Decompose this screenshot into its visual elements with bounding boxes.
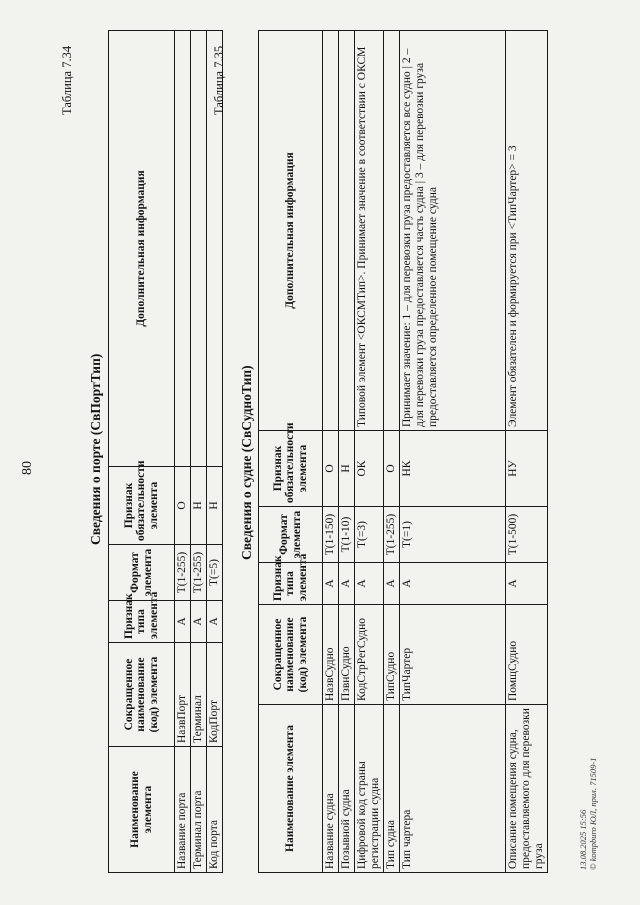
cell-name: Название судна	[323, 705, 339, 873]
cell-format: T(1-500)	[506, 507, 548, 563]
table-row	[339, 31, 355, 873]
table-row	[175, 31, 191, 873]
cell-code: ТипЧартер	[400, 605, 506, 705]
cell-code: Терминал	[191, 643, 207, 747]
cell-format: T(1-150)	[323, 507, 339, 563]
cell-name: Код порта	[207, 747, 223, 873]
table-title-port: Сведения о порте (СвПортТип)	[88, 353, 103, 545]
cell-code: ПзвнСудно	[339, 605, 355, 705]
cell-type: А	[339, 563, 355, 605]
cell-name: Терминал порта	[191, 747, 207, 873]
cell-name: Цифровой код страны регистрации судна	[355, 705, 384, 873]
cell-info: Типовой элемент <ОКСМТип>. Принимает значение в соответствии с ОКСМ	[355, 31, 384, 431]
cell-info	[384, 31, 400, 431]
cell-type: А	[400, 563, 506, 605]
cell-type: А	[323, 563, 339, 605]
cell-required: ОК	[355, 431, 384, 507]
table-row	[323, 31, 339, 873]
cell-required: О	[323, 431, 339, 507]
cell-type: А	[207, 601, 223, 643]
cell-info	[191, 31, 207, 467]
port-info-table	[108, 30, 223, 873]
cell-info: Элемент обязателен и формируется при <ТипЧартер> = 3	[506, 31, 548, 431]
header-cell: Формат элемента	[259, 507, 323, 563]
table-row	[384, 31, 400, 873]
table-row	[400, 31, 506, 873]
table-header-row	[109, 31, 175, 873]
header-cell: Формат элемента	[109, 545, 175, 601]
table-row	[355, 31, 384, 873]
cell-required: О	[384, 431, 400, 507]
cell-type: А	[355, 563, 384, 605]
cell-format: T(=5)	[207, 545, 223, 601]
cell-format: T(1-255)	[191, 545, 207, 601]
cell-format: T(=1)	[400, 507, 506, 563]
header-cell: Дополнительная информация	[109, 31, 175, 467]
cell-code: НазвСудно	[323, 605, 339, 705]
table-number-7-35: Таблица 7.35	[212, 45, 226, 115]
header-cell: Наименование элемента	[109, 747, 175, 873]
print-timestamp: 13.08.2025 15:56	[578, 809, 588, 870]
cell-required: Н	[191, 467, 207, 545]
cell-type: А	[384, 563, 400, 605]
print-footer	[578, 758, 598, 870]
cell-format: T(1-10)	[339, 507, 355, 563]
header-cell: Сокращенное наименование (код) элемента	[109, 643, 175, 747]
cell-info: Принимает значение: 1 – для перевозки груза предоставляется все судно | 2 – для перевозки груза предоставляется часть судна | 3 – для перевозки груза предоставляется определенное помещение судна	[400, 31, 506, 431]
cell-required: НК	[400, 431, 506, 507]
cell-required: НУ	[506, 431, 548, 507]
cell-required: О	[175, 467, 191, 545]
cell-info	[323, 31, 339, 431]
vessel-info-table	[258, 30, 548, 873]
header-cell: Признак обязательности элемента	[259, 431, 323, 507]
cell-code: КодСтрРегСудно	[355, 605, 384, 705]
cell-format: T(1-255)	[384, 507, 400, 563]
table-title-vessel: Сведения о судне (СвСудноТип)	[239, 365, 254, 560]
header-cell: Признак типа элемента	[259, 563, 323, 605]
table-row	[191, 31, 207, 873]
cell-name: Описание помещения судна, предоставляемого для перевозки груза	[506, 705, 548, 873]
page-number: 80	[20, 461, 35, 475]
cell-code: ПомщСудно	[506, 605, 548, 705]
cell-code: КодПорт	[207, 643, 223, 747]
cell-type: А	[191, 601, 207, 643]
header-cell: Сокращенное наименование (код) элемента	[259, 605, 323, 705]
cell-format: T(1-255)	[175, 545, 191, 601]
table-row	[506, 31, 548, 873]
cell-name: Название порта	[175, 747, 191, 873]
header-cell: Признак обязательности элемента	[109, 467, 175, 545]
print-source: © kompburo ЮЛ, прил. 71509-1	[588, 757, 598, 870]
cell-name: Позывной судна	[339, 705, 355, 873]
header-cell: Наименование элемента	[259, 705, 323, 873]
cell-code: ТипСудно	[384, 605, 400, 705]
cell-info	[339, 31, 355, 431]
table-header-row	[259, 31, 323, 873]
cell-info	[175, 31, 191, 467]
cell-type: А	[506, 563, 548, 605]
header-cell: Признак типа элемента	[109, 601, 175, 643]
cell-format: T(=3)	[355, 507, 384, 563]
table-number-7-34: Таблица 7.34	[60, 45, 74, 115]
header-cell: Дополнительная информация	[259, 31, 323, 431]
cell-type: А	[175, 601, 191, 643]
cell-name: Тип судна	[384, 705, 400, 873]
cell-name: Тип чартера	[400, 705, 506, 873]
cell-required: Н	[339, 431, 355, 507]
table-row	[207, 31, 223, 873]
cell-required: Н	[207, 467, 223, 545]
cell-code: НазвПорт	[175, 643, 191, 747]
